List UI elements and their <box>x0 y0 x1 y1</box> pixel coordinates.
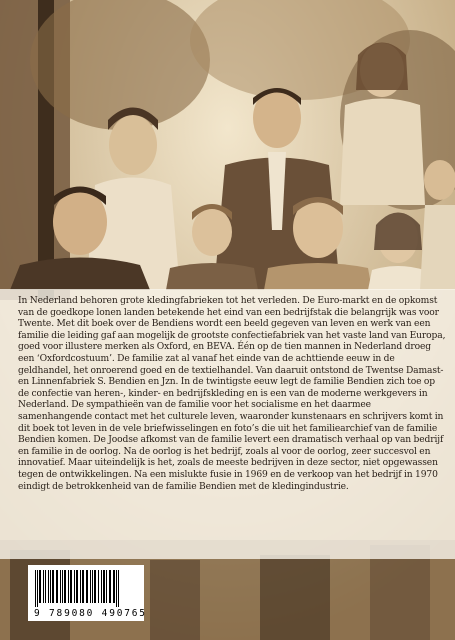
blurb-text: In Nederland behoren grote kledingfabrieken tot het verleden. De Euro-markt en de opkomst van de goedkope lonen landen betekende het eind van een bedrijfstak die belangrijk was voor Twente. Met dit boek over de Bendiens wordt een beeld gegeven van leven en werk van een familie die leiding gaf aan mogelijk de grootste confectiefabriek van het vaste land van Europa, goed voor illustere merken als Oxford, en BEVA. Één op de tien mannen in Nederland droeg een ‘Oxfordcostuum’. De familie zat al vanaf het einde van de achttiende eeuw in de geldhandel, het onroerend goed en de textielhandel. Van daaruit ontstond de Twentse Damast- en Linnenfabriek S. Bendien en Jzn. In de twintigste eeuw legt de familie Bendien zich toe op de confectie van heren-, kinder- en bedrijfskleding en is een van de moderne werkgevers in Nederland. De sympathieën van de familie voor het socialisme en het daarmee samenhangende contact met het culturele leven, waaronder kunstenaars en schrijvers komt in dit boek tot leven in de vele briefwisselingen en foto’s die uit het familiearchief van de familie Bendien komen. De Joodse afkomst van de familie levert een dramatisch verhaal op van bedrijf en familie in de oorlog. Na de oorlog is het bedrijf, zoals al voor de oorlog, zeer succesvol en innovatief. Maar uiteindelijk is het, zoals de meeste bedrijven in deze sector, niet opgewassen tegen de ontwikkelingen. Na een mislukte fusie in 1969 en de verkoop van het bedrijf in 1970 eindigt de betrokkenheid van de familie Bendien met de kledingindustrie. <box>18 296 446 492</box>
barcode-bar <box>94 570 96 603</box>
barcode-bar <box>90 570 91 603</box>
barcode-bar <box>37 570 38 607</box>
barcode-bar <box>52 570 54 603</box>
barcode-bar <box>48 570 49 603</box>
barcode-bar <box>39 570 41 603</box>
barcode-bar <box>101 570 102 603</box>
barcode-bar <box>43 570 44 603</box>
isbn-barcode <box>28 565 147 621</box>
barcode-bar <box>92 570 93 603</box>
blurb-panel <box>0 289 455 559</box>
barcode-bar <box>70 570 72 603</box>
barcode-bar <box>74 570 75 603</box>
barcode-bar <box>82 570 84 603</box>
barcode-bar <box>80 570 81 603</box>
barcode-bar <box>62 570 63 603</box>
barcode-bar <box>118 570 119 607</box>
barcode-bars <box>34 570 138 607</box>
isbn-number: 9 789080 490765 <box>34 608 147 619</box>
barcode-bar <box>86 570 88 603</box>
barcode-bar <box>109 570 111 603</box>
barcode-bar <box>56 570 58 603</box>
barcode-bar <box>76 570 78 603</box>
barcode-bar <box>68 570 69 603</box>
barcode-bar <box>60 570 61 603</box>
barcode-bar <box>106 570 107 603</box>
barcode-bar <box>103 570 105 603</box>
barcode-bar <box>116 570 117 607</box>
barcode-bar <box>35 570 36 607</box>
barcode-bar <box>113 570 115 603</box>
barcode-bar <box>50 570 51 603</box>
barcode-bar <box>98 570 99 603</box>
barcode-bar <box>45 570 46 603</box>
barcode-bar <box>64 570 66 603</box>
